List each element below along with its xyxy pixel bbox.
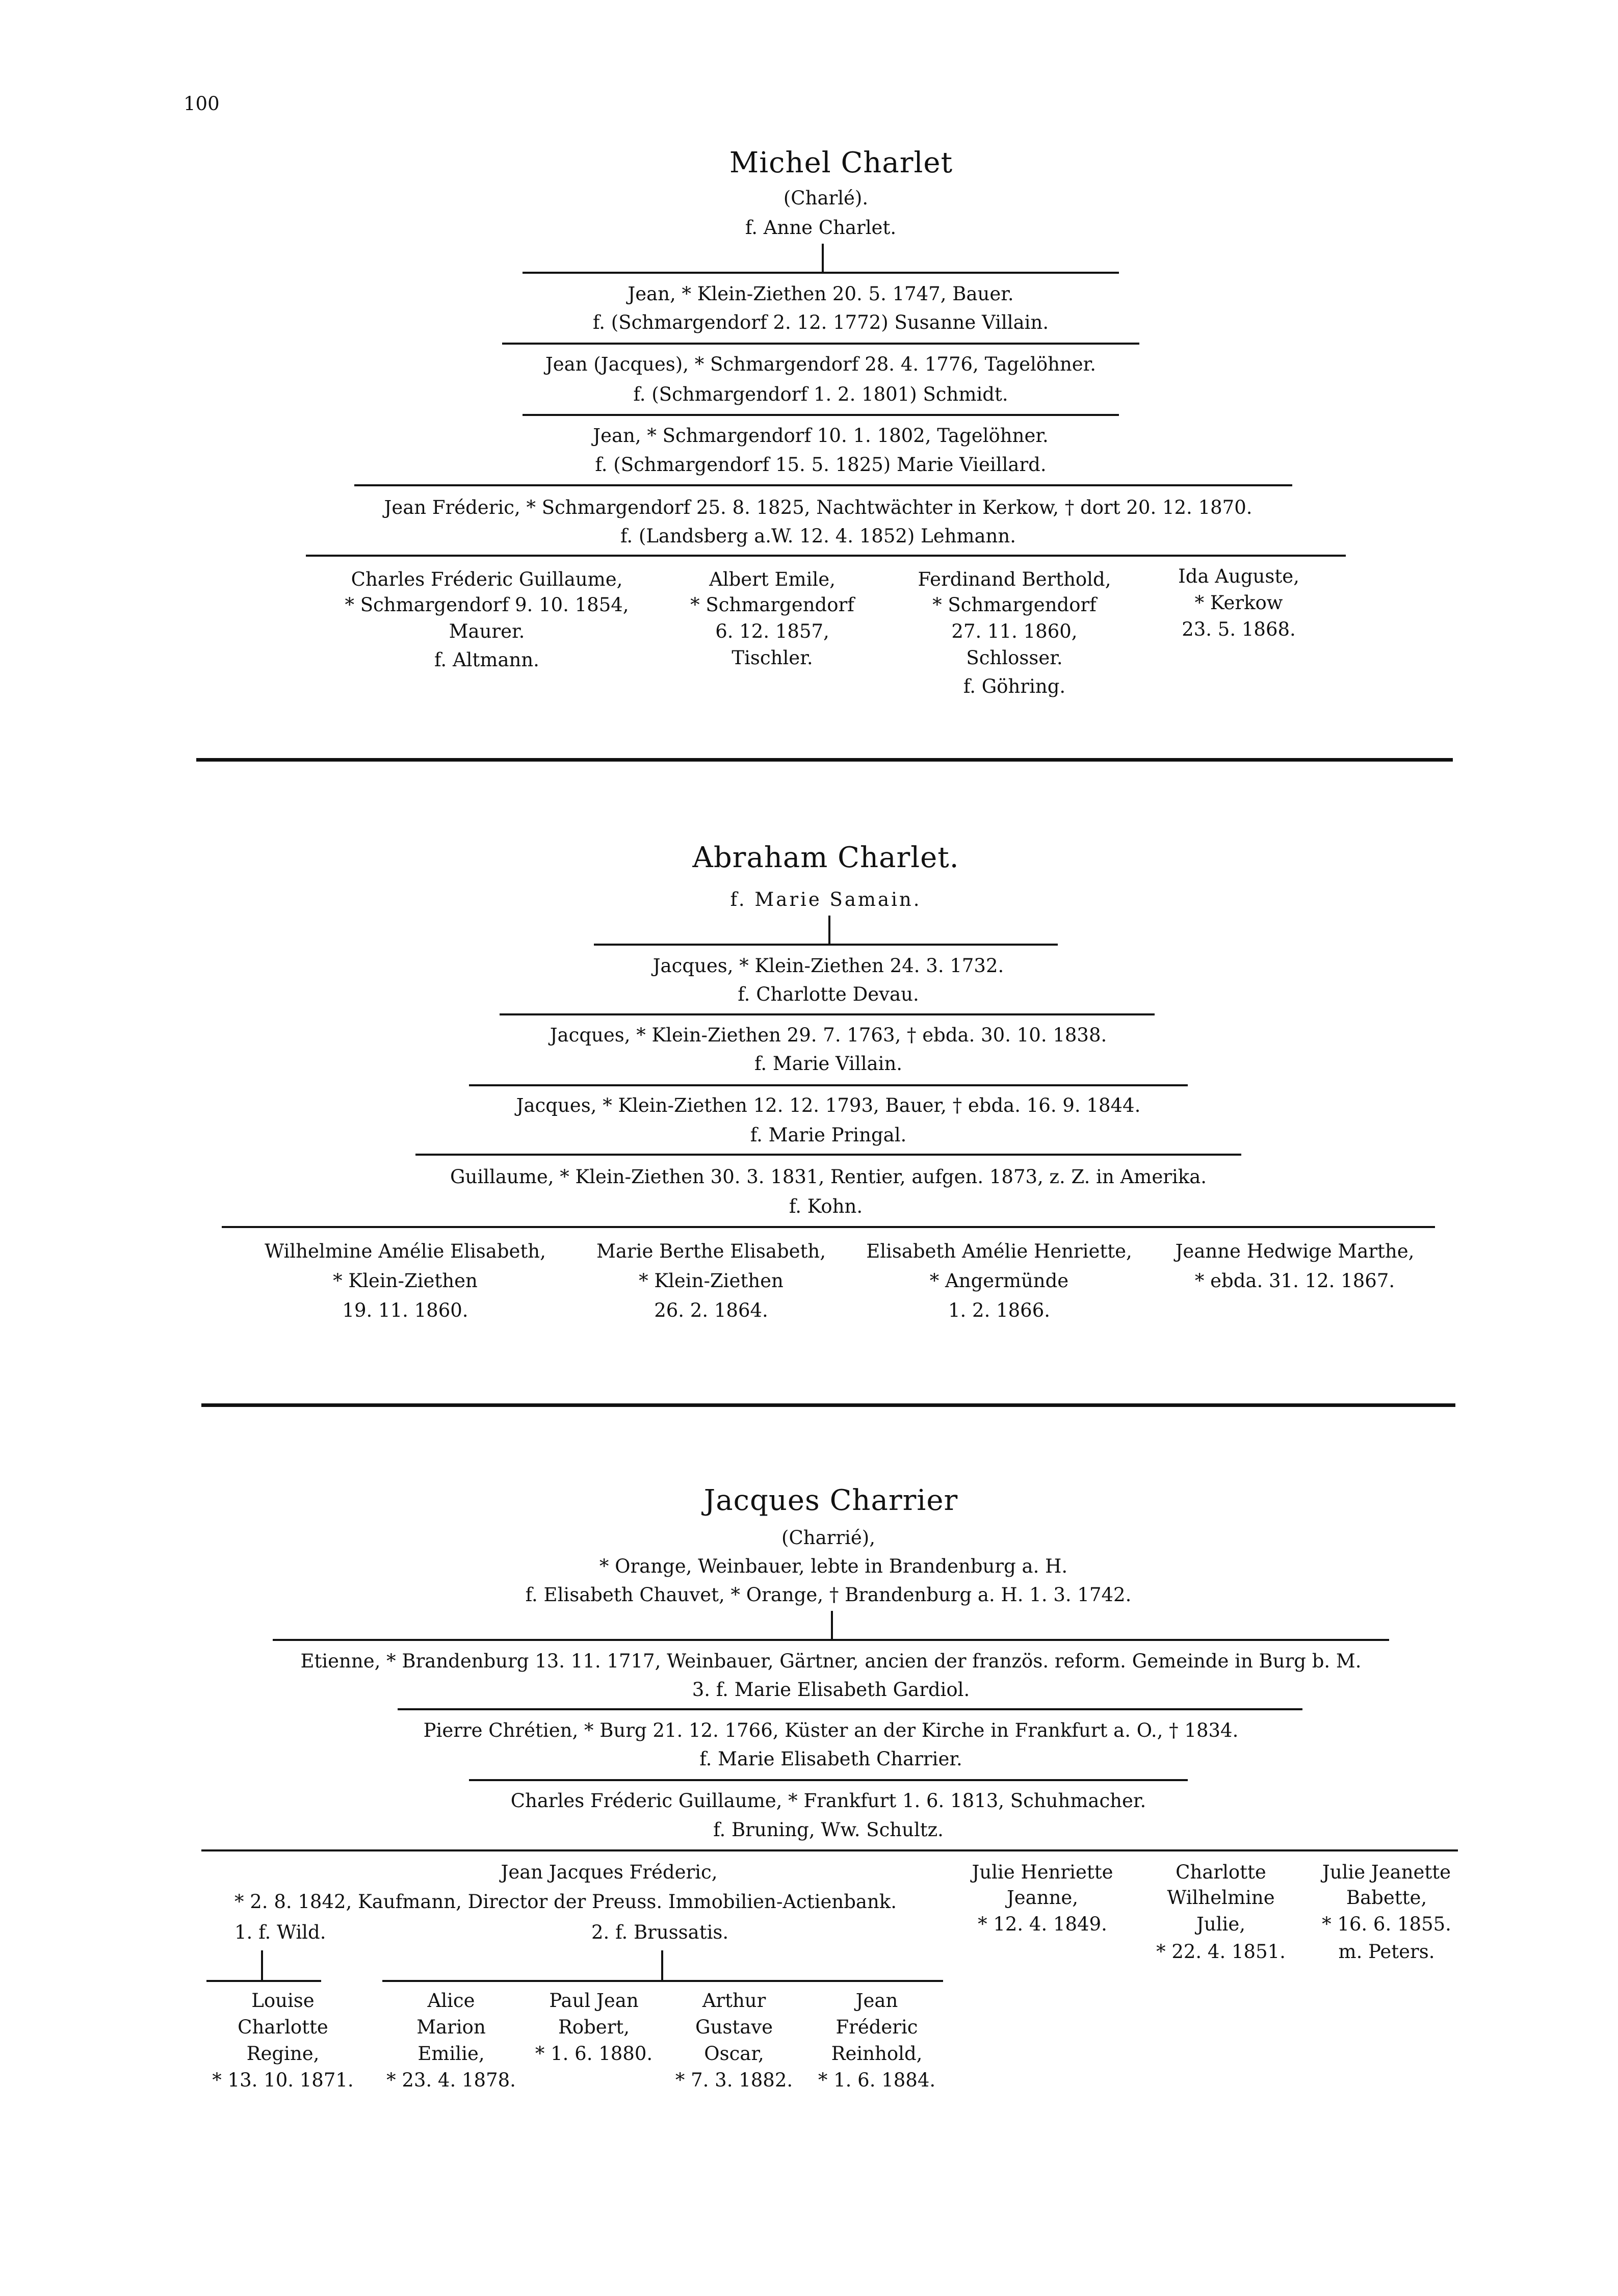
generation-bracket — [415, 1154, 1241, 1156]
generation-bracket — [523, 414, 1119, 416]
children-bracket — [382, 1980, 943, 1982]
generation-line: Jean Fréderic, * Schmargendorf 25. 8. 1825, Nachtwächter in Kerkow, † dort 20. 12. 1870. — [384, 497, 1252, 518]
generation-spouse: f. Charlotte Devau. — [738, 983, 919, 1005]
children-bracket — [206, 1980, 321, 1982]
generation-line: Charles Fréderic Guillaume, * Frankfurt 1. 6. 1813, Schuhmacher. — [510, 1790, 1146, 1812]
generation-spouse: f. Kohn. — [789, 1195, 863, 1217]
generation-bracket — [500, 1013, 1155, 1015]
generation-spouse: 3. f. Marie Elisabeth Gardiol. — [692, 1679, 970, 1701]
children-bracket — [201, 1849, 1458, 1851]
generation-line: Jean, * Schmargendorf 10. 1. 1802, Tagelöhner. — [593, 425, 1049, 447]
family-spouse: f. Elisabeth Chauvet, * Orange, † Brandenburg a. H. 1. 3. 1742. — [525, 1584, 1132, 1606]
family-info: * Orange, Weinbauer, lebte in Brandenburg a. H. — [599, 1555, 1068, 1577]
generation-bracket — [502, 343, 1139, 345]
generation-line: Etienne, * Brandenburg 13. 11. 1717, Weinbauer, Gärtner, ancien der französ. reform. Gemeinde in Burg b. M. — [300, 1650, 1362, 1672]
generation-bracket — [469, 1084, 1188, 1086]
generation-spouse: f. Marie Villain. — [754, 1053, 903, 1075]
generation-line: Jacques, * Klein-Ziethen 12. 12. 1793, Bauer, † ebda. 16. 9. 1844. — [516, 1094, 1141, 1116]
family-head: Abraham Charlet. — [692, 841, 959, 874]
generation-line: Guillaume, * Klein-Ziethen 30. 3. 1831, Rentier, aufgen. 1873, z. Z. in Amerika. — [450, 1166, 1207, 1188]
children-bracket — [306, 555, 1346, 557]
generation-spouse: f. Bruning, Ww. Schultz. — [713, 1819, 944, 1841]
generation-spouse: f. (Landsberg a.W. 12. 4. 1852) Lehmann. — [620, 525, 1016, 547]
generation-bracket — [469, 1779, 1188, 1781]
generation-line: Jacques, * Klein-Ziethen 24. 3. 1732. — [653, 955, 1004, 977]
generation-spouse: f. (Schmargendorf 2. 12. 1772) Susanne Villain. — [592, 311, 1049, 333]
family-variant: (Charlé). — [783, 187, 869, 209]
generation-bracket — [398, 1708, 1302, 1710]
generation-spouse: f. (Schmargendorf 15. 5. 1825) Marie Vieillard. — [595, 454, 1047, 476]
generation-line: Jacques, * Klein-Ziethen 29. 7. 1763, † ebda. 30. 10. 1838. — [550, 1024, 1107, 1046]
family-divider — [196, 758, 1453, 762]
generation-bracket — [354, 484, 1292, 486]
family-spouse: f. Anne Charlet. — [745, 217, 897, 239]
generation-spouse: f. Marie Pringal. — [750, 1124, 907, 1146]
generation-bracket — [594, 944, 1058, 946]
children-bracket — [222, 1226, 1435, 1228]
generation-line: Jean (Jacques), * Schmargendorf 28. 4. 1776, Tagelöhner. — [545, 353, 1097, 375]
generation-line: Pierre Chrétien, * Burg 21. 12. 1766, Küster an der Kirche in Frankfurt a. O., † 1834. — [423, 1719, 1239, 1741]
generation-bracket — [523, 272, 1119, 274]
family-variant: (Charrié), — [781, 1527, 875, 1549]
generation-spouse: f. Marie Elisabeth Charrier. — [699, 1748, 962, 1770]
family-spouse: f. Marie Samain. — [730, 889, 922, 910]
generation-line: Jean, * Klein-Ziethen 20. 5. 1747, Bauer. — [628, 283, 1014, 305]
page-number: 100 — [184, 93, 220, 115]
family-divider — [201, 1403, 1455, 1407]
family-head: Jacques Charrier — [703, 1484, 958, 1517]
generation-bracket — [273, 1639, 1389, 1641]
family-head: Michel Charlet — [729, 146, 953, 179]
generation-spouse: f. (Schmargendorf 1. 2. 1801) Schmidt. — [633, 383, 1008, 405]
